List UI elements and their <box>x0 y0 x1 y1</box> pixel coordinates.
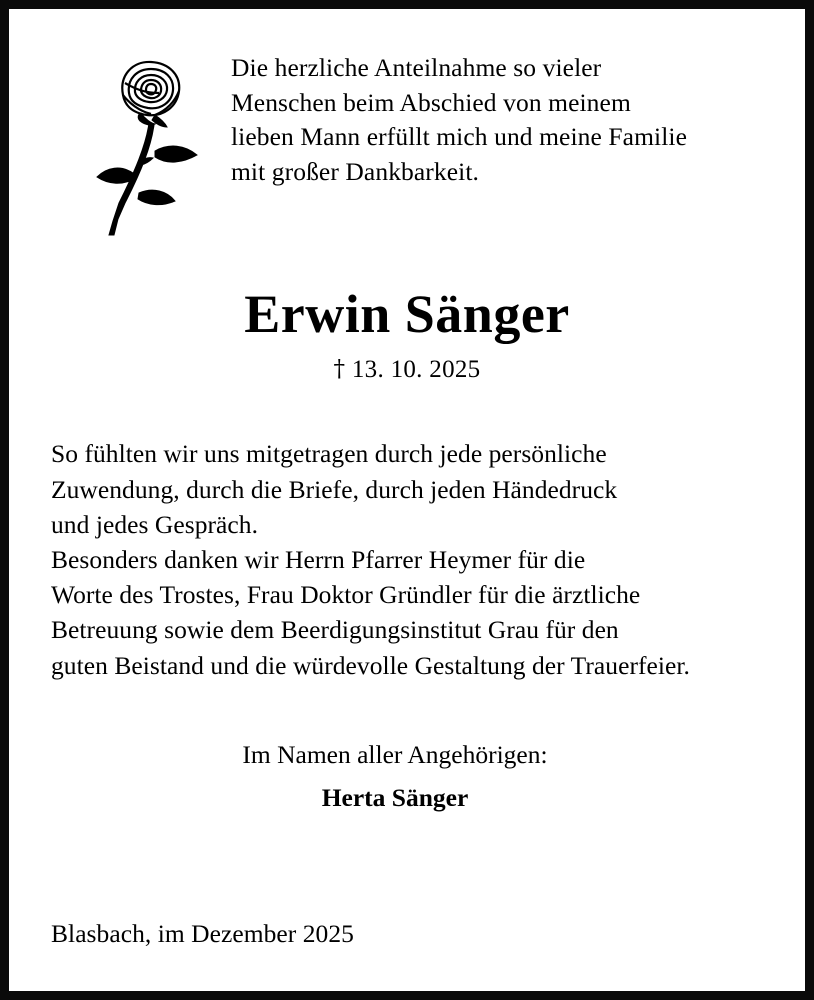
place-and-date: Blasbach, im Dezember 2025 <box>51 919 354 948</box>
thanks-line: Zuwendung, durch die Briefe, durch jeden Händedruck <box>51 474 618 504</box>
deceased-block <box>9 285 805 384</box>
intro-line: lieben Mann erfüllt mich und meine Familie <box>231 122 688 152</box>
thanks-line: und jedes Gespräch. <box>51 509 259 539</box>
closing-label: Im Namen aller Angehörigen: <box>242 739 548 769</box>
death-date-line <box>9 356 805 384</box>
deceased-name: Erwin Sänger <box>244 284 570 344</box>
intro-line: Die herzliche Anteilnahme so vieler <box>231 53 602 82</box>
signer-name: Herta Sänger <box>321 782 469 812</box>
thanks-line: So fühlten wir uns mitgetragen durch jede persönliche <box>51 439 607 469</box>
thanks-line: guten Beistand und die würdevolle Gestaltung der Trauerfeier. <box>51 650 690 680</box>
header-section <box>9 9 805 233</box>
intro-line: Menschen beim Abschied von meinem <box>231 87 631 117</box>
obituary-card <box>9 9 805 991</box>
closing-section <box>9 737 805 817</box>
intro-line: mit großer Dankbarkeit. <box>231 157 480 187</box>
thanks-text <box>9 436 805 682</box>
rose-icon <box>89 53 209 233</box>
cross-icon: † <box>333 356 346 383</box>
death-date: 13. 10. 2025 <box>351 356 481 384</box>
intro-text <box>231 51 775 190</box>
thanks-line: Worte des Trostes, Frau Doktor Gründler für die ärztliche <box>51 580 641 610</box>
thanks-line: Besonders danken wir Herrn Pfarrer Heymer für die <box>51 544 586 574</box>
thanks-line: Betreuung sowie dem Beerdigungsinstitut Grau für den <box>51 615 619 645</box>
